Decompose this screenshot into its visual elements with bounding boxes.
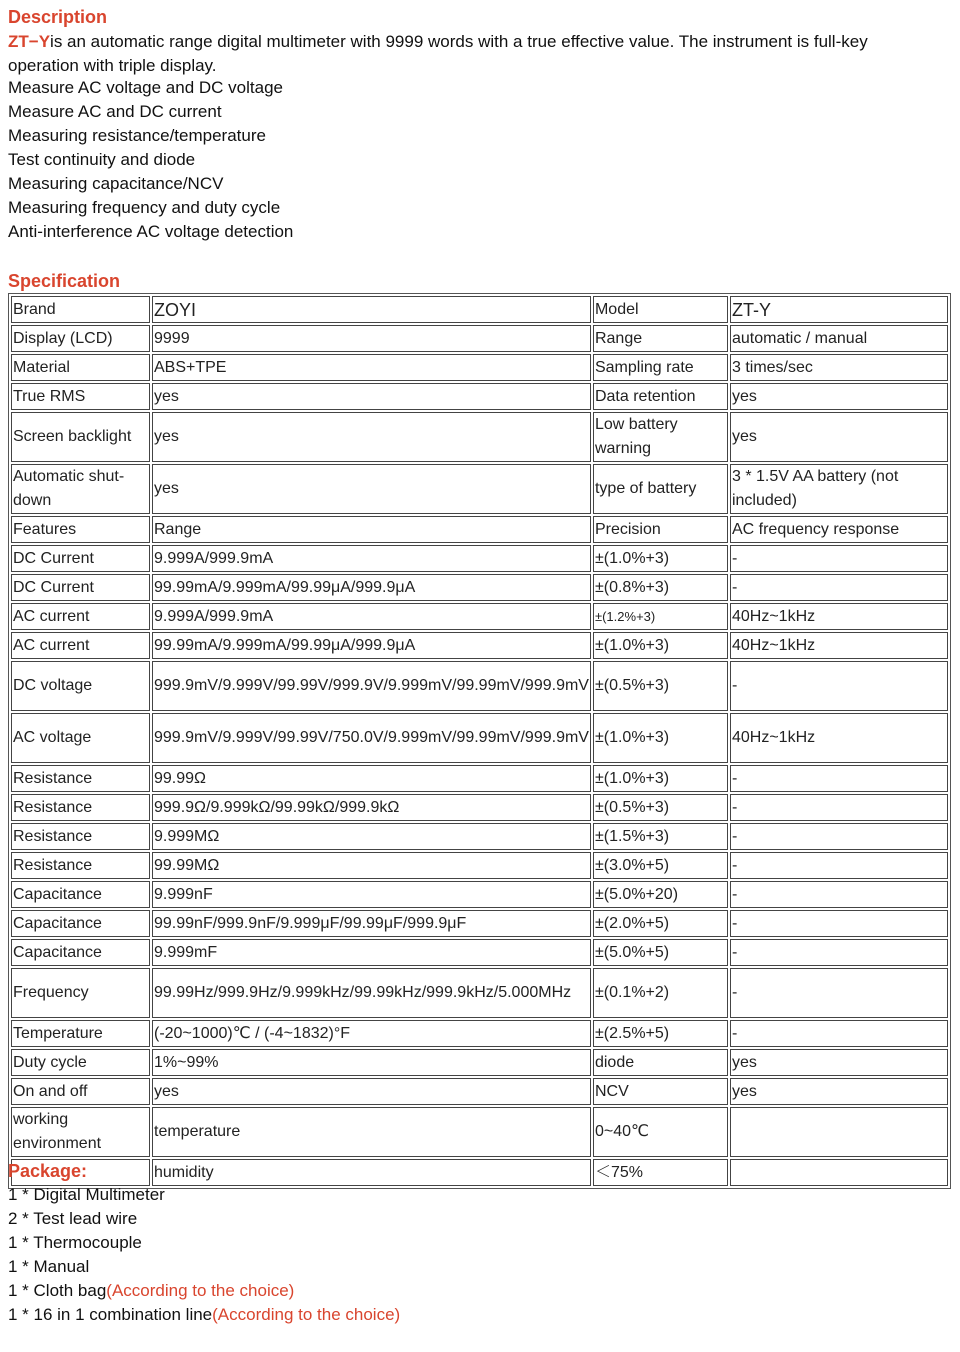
description-heading: Description — [8, 7, 108, 27]
spec-cell: ±(1.0%+3) — [593, 545, 728, 572]
spec-cell: Capacitance — [11, 939, 150, 966]
spec-cell: ±(0.1%+2) — [593, 968, 728, 1018]
spec-cell: ±(1.0%+3) — [593, 765, 728, 792]
spec-cell: Resistance — [11, 823, 150, 850]
spec-cell: 999.9mV/9.999V/99.99V/750.0V/9.999mV/99.99mV/999.9mV — [152, 713, 591, 763]
spec-cell: Sampling rate — [593, 354, 728, 381]
spec-cell: ±(0.5%+3) — [593, 661, 728, 711]
spec-row — [11, 516, 948, 543]
spec-cell: Duty cycle — [11, 1049, 150, 1076]
package-item — [8, 1257, 89, 1277]
spec-row — [11, 383, 948, 410]
spec-cell: 0~40℃ — [593, 1107, 728, 1157]
spec-row — [11, 794, 948, 821]
spec-cell: ZT-Y — [730, 296, 948, 323]
package-item-text: 1 * Thermocouple — [8, 1233, 142, 1252]
spec-row — [11, 852, 948, 879]
spec-cell: Resistance — [11, 765, 150, 792]
package-item — [8, 1233, 142, 1253]
spec-cell: Brand — [11, 296, 150, 323]
package-item-text: 2 * Test lead wire — [8, 1209, 138, 1228]
spec-cell: 3 * 1.5V AA battery (not included) — [730, 464, 948, 514]
spec-cell: Range — [593, 325, 728, 352]
spec-cell: 40Hz~1kHz — [730, 713, 948, 763]
spec-cell: 40Hz~1kHz — [730, 632, 948, 659]
spec-cell: Precision — [593, 516, 728, 543]
spec-cell: automatic / manual — [730, 325, 948, 352]
spec-cell: 99.99Hz/999.9Hz/9.999kHz/99.99kHz/999.9kHz/5.000MHz — [152, 968, 591, 1018]
spec-cell: yes — [152, 383, 591, 410]
spec-cell: AC current — [11, 632, 150, 659]
spec-cell: ±(1.5%+3) — [593, 823, 728, 850]
spec-row — [11, 632, 948, 659]
spec-table-wrapper — [8, 293, 951, 1189]
spec-cell — [730, 1159, 948, 1186]
spec-cell: On and off — [11, 1078, 150, 1105]
spec-cell: 999.9Ω/9.999kΩ/99.99kΩ/999.9kΩ — [152, 794, 591, 821]
spec-cell: Screen backlight — [11, 412, 150, 462]
spec-cell: - — [730, 574, 948, 601]
spec-row — [11, 603, 948, 630]
spec-row — [11, 910, 948, 937]
spec-row — [11, 1078, 948, 1105]
spec-row — [11, 296, 948, 323]
spec-cell: - — [730, 765, 948, 792]
spec-cell: - — [730, 661, 948, 711]
spec-cell: type of battery — [593, 464, 728, 514]
spec-cell: Display (LCD) — [11, 325, 150, 352]
spec-cell: ±(2.0%+5) — [593, 910, 728, 937]
spec-cell: AC frequency response — [730, 516, 948, 543]
spec-cell: 9999 — [152, 325, 591, 352]
package-item-text: 1 * Digital Multimeter — [8, 1185, 165, 1204]
spec-cell: Temperature — [11, 1020, 150, 1047]
spec-cell: ±(2.5%+5) — [593, 1020, 728, 1047]
spec-cell: AC current — [11, 603, 150, 630]
package-item-note: (According to the choice) — [106, 1281, 295, 1300]
spec-table — [8, 293, 951, 1189]
spec-cell: ±(1.2%+3) — [593, 603, 728, 630]
spec-cell: - — [730, 881, 948, 908]
spec-cell: - — [730, 794, 948, 821]
spec-cell: DC Current — [11, 545, 150, 572]
spec-cell: 3 times/sec — [730, 354, 948, 381]
package-item-text: 1 * 16 in 1 combination line — [8, 1305, 213, 1324]
spec-cell: 1%~99% — [152, 1049, 591, 1076]
spec-cell: yes — [730, 383, 948, 410]
spec-cell: ±(1.0%+3) — [593, 632, 728, 659]
spec-cell: ±(1.0%+3) — [593, 713, 728, 763]
description-intro — [8, 30, 888, 78]
package-heading: Package: — [8, 1161, 88, 1181]
package-item — [8, 1281, 294, 1301]
feature-item: Measure AC and DC current — [8, 102, 222, 121]
spec-cell: Resistance — [11, 794, 150, 821]
spec-cell: yes — [152, 412, 591, 462]
spec-cell: ±(0.8%+3) — [593, 574, 728, 601]
package-item-text: 1 * Cloth bag — [8, 1281, 107, 1300]
feature-item: Test continuity and diode — [8, 150, 196, 169]
spec-cell: AC voltage — [11, 713, 150, 763]
spec-cell: yes — [730, 1078, 948, 1105]
spec-cell: 40Hz~1kHz — [730, 603, 948, 630]
spec-cell: ±(5.0%+20) — [593, 881, 728, 908]
spec-cell: - — [730, 823, 948, 850]
spec-cell: Features — [11, 516, 150, 543]
spec-cell: 9.999nF — [152, 881, 591, 908]
spec-row — [11, 823, 948, 850]
spec-row — [11, 354, 948, 381]
spec-cell: ABS+TPE — [152, 354, 591, 381]
package-item — [8, 1209, 137, 1229]
spec-cell: 9.999MΩ — [152, 823, 591, 850]
intro-text: is an automatic range digital multimeter with 9999 words with a true effective value. The instrument is full-key operation with triple display. — [8, 32, 868, 75]
spec-cell: - — [730, 1020, 948, 1047]
spec-cell: 99.99Ω — [152, 765, 591, 792]
spec-cell: DC voltage — [11, 661, 150, 711]
spec-row — [11, 968, 948, 1018]
spec-cell: ＜75% — [593, 1159, 728, 1186]
spec-row — [11, 661, 948, 711]
spec-cell: Data retention — [593, 383, 728, 410]
spec-cell: Capacitance — [11, 881, 150, 908]
spec-cell: - — [730, 939, 948, 966]
spec-cell: Automatic shut-down — [11, 464, 150, 514]
spec-cell: ZOYI — [152, 296, 591, 323]
spec-cell: - — [730, 910, 948, 937]
spec-row — [11, 713, 948, 763]
spec-cell: 99.99mA/9.999mA/99.99μA/999.9μA — [152, 574, 591, 601]
package-item-text: 1 * Manual — [8, 1257, 90, 1276]
spec-row — [11, 1107, 948, 1157]
feature-item: Measure AC voltage and DC voltage — [8, 78, 283, 97]
package-item-note: (According to the choice) — [212, 1305, 401, 1324]
spec-cell: True RMS — [11, 383, 150, 410]
spec-cell: Low battery warning — [593, 412, 728, 462]
spec-cell: 99.99mA/9.999mA/99.99μA/999.9μA — [152, 632, 591, 659]
spec-row — [11, 574, 948, 601]
spec-row — [11, 464, 948, 514]
package-item — [8, 1185, 165, 1205]
spec-row — [11, 412, 948, 462]
spec-row — [11, 545, 948, 572]
spec-cell: Range — [152, 516, 591, 543]
spec-cell: NCV — [593, 1078, 728, 1105]
spec-cell: yes — [730, 412, 948, 462]
spec-cell: Model — [593, 296, 728, 323]
spec-cell: Material — [11, 354, 150, 381]
spec-cell: diode — [593, 1049, 728, 1076]
spec-cell: Frequency — [11, 968, 150, 1018]
spec-cell: Capacitance — [11, 910, 150, 937]
spec-row — [11, 881, 948, 908]
spec-cell: - — [730, 852, 948, 879]
spec-cell: 99.99MΩ — [152, 852, 591, 879]
spec-cell: Resistance — [11, 852, 150, 879]
package-item — [8, 1305, 400, 1325]
spec-cell: DC Current — [11, 574, 150, 601]
spec-cell: 9.999mF — [152, 939, 591, 966]
spec-cell: (-20~1000)℃ / (-4~1832)°F — [152, 1020, 591, 1047]
feature-item: Anti-interference AC voltage detection — [8, 222, 294, 241]
spec-row — [11, 765, 948, 792]
feature-item: Measuring capacitance/NCV — [8, 174, 224, 193]
spec-cell: 999.9mV/9.999V/99.99V/999.9V/9.999mV/99.99mV/999.9mV — [152, 661, 591, 711]
spec-cell: ±(3.0%+5) — [593, 852, 728, 879]
spec-row — [11, 1020, 948, 1047]
spec-cell: 99.99nF/999.9nF/9.999μF/99.99μF/999.9μF — [152, 910, 591, 937]
spec-cell: yes — [152, 1078, 591, 1105]
spec-cell: ±(0.5%+3) — [593, 794, 728, 821]
feature-item: Measuring resistance/temperature — [8, 126, 266, 145]
spec-cell: yes — [152, 464, 591, 514]
spec-row — [11, 939, 948, 966]
spec-cell: working environment — [11, 1107, 150, 1157]
spec-cell: 9.999A/999.9mA — [152, 603, 591, 630]
spec-cell: yes — [730, 1049, 948, 1076]
spec-cell: - — [730, 545, 948, 572]
spec-row — [11, 1049, 948, 1076]
spec-cell — [730, 1107, 948, 1157]
spec-row — [11, 1159, 948, 1186]
specification-heading: Specification — [8, 271, 121, 291]
model-name: ZT−Y — [8, 32, 51, 51]
spec-cell: humidity — [152, 1159, 591, 1186]
spec-cell: ±(5.0%+5) — [593, 939, 728, 966]
spec-cell: 9.999A/999.9mA — [152, 545, 591, 572]
spec-cell: temperature — [152, 1107, 591, 1157]
spec-row — [11, 325, 948, 352]
spec-cell: - — [730, 968, 948, 1018]
feature-item: Measuring frequency and duty cycle — [8, 198, 281, 217]
